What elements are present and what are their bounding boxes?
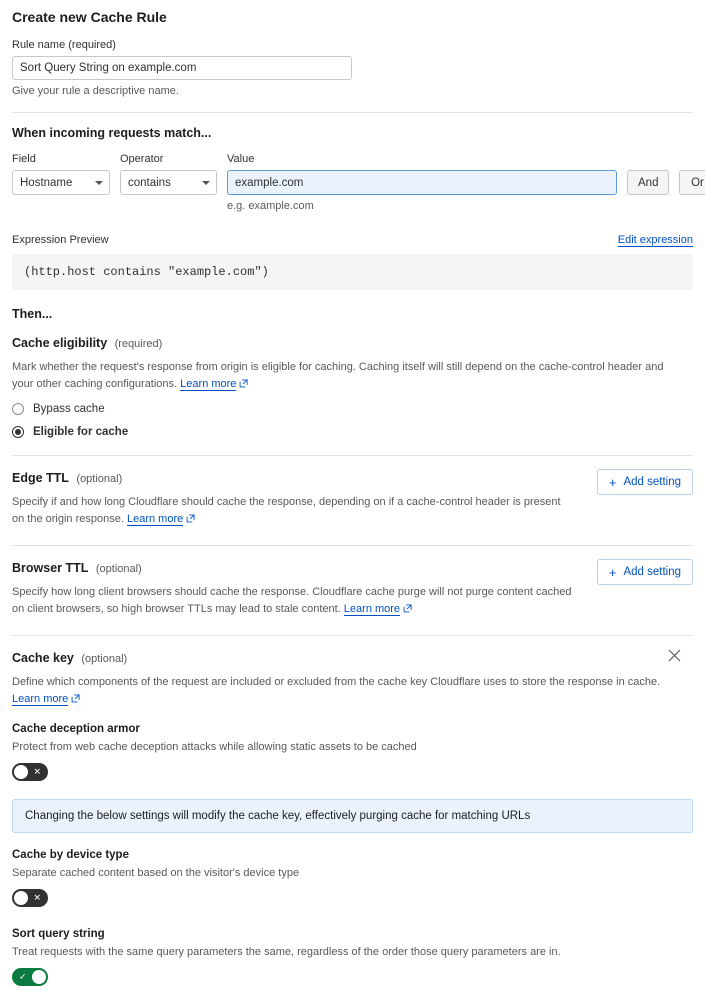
edit-expression-link[interactable]: Edit expression [617, 234, 693, 246]
cache-by-device-type-title: Cache by device type [12, 849, 129, 861]
cache-key-optional: (optional) [81, 653, 128, 665]
browser-ttl-left [12, 559, 572, 617]
divider [12, 545, 693, 546]
cache-eligibility-description [12, 359, 682, 392]
browser-ttl-description-text: Specify how long client browsers should cache the response. Cloudflare cache purge will not purge content cached on client browsers, so high browser TTLs may lead to stale content. [12, 586, 572, 615]
match-section-heading: When incoming requests match... [12, 126, 212, 140]
edge-ttl-description [12, 494, 572, 527]
cache-by-device-type-description: Separate cached content based on the visitor's device type [12, 867, 300, 879]
operator-select[interactable] [120, 170, 217, 195]
learn-more-link[interactable]: Learn more [12, 692, 69, 705]
toggle-off-icon: ✕ [33, 892, 41, 903]
edge-ttl-description-text: Specify if and how long Cloudflare should cache the response, depending on if a cache-control header is present on the origin response. [12, 496, 561, 525]
radio-eligible-for-cache[interactable] [12, 426, 693, 438]
cache-deception-armor-title: Cache deception armor [12, 723, 140, 735]
divider [12, 635, 693, 636]
cache-eligibility-required: (required) [114, 338, 163, 350]
or-button-group [679, 153, 705, 195]
close-icon[interactable] [668, 649, 681, 662]
rule-name-group [12, 39, 693, 97]
value-help: e.g. example.com [227, 200, 314, 212]
cache-eligibility-title: Cache eligibility [12, 336, 108, 350]
learn-more-link[interactable]: Learn more [126, 512, 184, 525]
value-label: Value [227, 153, 255, 165]
field-label: Field [12, 153, 36, 165]
browser-ttl-add-setting-button[interactable] [597, 559, 693, 585]
browser-ttl-section [12, 559, 693, 617]
expression-section [12, 234, 693, 290]
field-select-group [12, 153, 110, 195]
chevron-down-icon [202, 181, 210, 185]
operator-select-value: contains [128, 176, 171, 189]
edge-ttl-title: Edge TTL [12, 471, 69, 485]
radio-icon [12, 403, 24, 415]
browser-ttl-add-setting-label: Add setting [623, 566, 681, 578]
external-link-icon [239, 379, 248, 388]
edge-ttl-left [12, 469, 572, 527]
cache-key-title: Cache key [12, 651, 74, 665]
external-link-icon [403, 604, 412, 613]
cache-key-section [12, 649, 693, 991]
edge-ttl-section [12, 469, 693, 527]
radio-bypass-cache-label: Bypass cache [33, 403, 105, 415]
plus-icon: + [608, 564, 617, 580]
rule-name-help: Give your rule a descriptive name. [12, 85, 179, 97]
edge-ttl-add-setting-label: Add setting [623, 476, 681, 488]
toggle-knob [32, 970, 46, 984]
sort-query-string-title: Sort query string [12, 928, 105, 940]
divider [12, 112, 693, 113]
learn-more-link[interactable]: Learn more [343, 602, 401, 615]
edge-ttl-add-setting-button[interactable] [597, 469, 693, 495]
external-link-icon [71, 694, 80, 703]
cache-deception-armor-description: Protect from web cache deception attacks while allowing static assets to be cached [12, 741, 417, 753]
cache-eligibility-section [12, 334, 693, 438]
and-button[interactable]: And [627, 170, 669, 195]
cache-by-device-type-toggle[interactable] [12, 889, 48, 907]
sort-query-string-description: Treat requests with the same query parameters the same, regardless of the order those query parameters are in. [12, 946, 561, 958]
toggle-knob [14, 891, 28, 905]
cache-key-description [12, 674, 682, 707]
page-title: Create new Cache Rule [12, 9, 167, 25]
operator-select-group [120, 153, 217, 195]
external-link-icon [186, 514, 195, 523]
rule-name-label: Rule name (required) [12, 39, 116, 51]
cache-key-info-banner: Changing the below settings will modify the cache key, effectively purging cache for matching URLs [12, 799, 693, 833]
radio-eligible-for-cache-label: Eligible for cache [33, 426, 129, 438]
cache-eligibility-description-text: Mark whether the request's response from origin is eligible for caching. Caching itself will still depend on the cache-control header and your other caching configurations. [12, 361, 664, 390]
expression-preview-code: (http.host contains "example.com") [12, 254, 693, 290]
divider [12, 455, 693, 456]
rule-name-input[interactable] [12, 56, 352, 80]
cache-key-description-text: Define which components of the request are included or excluded from the cache key Cloudflare uses to store the response in cache. [12, 676, 661, 688]
then-heading: Then... [12, 307, 53, 321]
radio-bypass-cache[interactable] [12, 403, 693, 415]
and-button-group [627, 153, 669, 195]
match-row [12, 153, 704, 212]
value-input[interactable] [227, 170, 617, 195]
browser-ttl-optional: (optional) [95, 563, 142, 575]
field-select[interactable] [12, 170, 110, 195]
radio-icon-selected [12, 426, 24, 438]
expression-preview-label: Expression Preview [12, 234, 109, 246]
browser-ttl-description [12, 584, 572, 617]
value-input-group [227, 153, 617, 212]
browser-ttl-title: Browser TTL [12, 561, 89, 575]
edge-ttl-optional: (optional) [76, 473, 123, 485]
cache-deception-armor-toggle[interactable] [12, 763, 48, 781]
field-select-value: Hostname [20, 176, 73, 189]
plus-icon: + [608, 474, 617, 490]
learn-more-link[interactable]: Learn more [180, 377, 237, 390]
or-button[interactable]: Or [679, 170, 705, 195]
chevron-down-icon [95, 181, 103, 185]
operator-label: Operator [120, 153, 164, 165]
toggle-knob [14, 765, 28, 779]
expression-header [12, 234, 693, 247]
toggle-off-icon: ✕ [33, 766, 41, 777]
toggle-on-icon: ✓ [19, 971, 27, 982]
sort-query-string-toggle[interactable] [12, 968, 48, 986]
